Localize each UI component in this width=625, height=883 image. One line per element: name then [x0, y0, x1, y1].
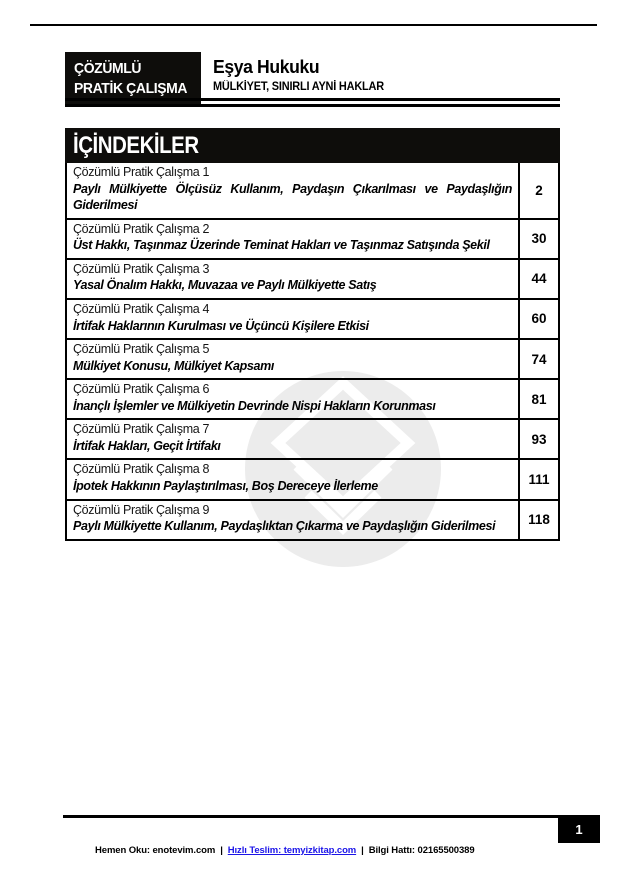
toc-entry-cell	[67, 460, 518, 498]
footer-separator: |	[220, 845, 223, 856]
toc-entry-page-number: 118	[518, 501, 558, 539]
toc-entry-cell	[67, 380, 518, 418]
toc-entry-cell	[67, 340, 518, 378]
toc-entry-label: Çözümlü Pratik Çalışma 6	[73, 382, 210, 397]
toc-row	[67, 420, 558, 460]
toc-entry-page-number: 44	[518, 260, 558, 298]
top-rule	[30, 24, 597, 26]
toc-entry-page-number: 60	[518, 300, 558, 338]
toc-entry-cell	[67, 220, 518, 258]
header-double-rule	[65, 98, 560, 107]
toc-row	[67, 220, 558, 260]
toc-entry-cell	[67, 300, 518, 338]
toc-row	[67, 460, 558, 500]
toc-entry-title: İrtifak Haklarının Kurulması ve Üçüncü Kişilere Etkisi	[73, 318, 369, 333]
toc-row	[67, 163, 558, 220]
footer-phone-info: Bilgi Hattı: 02165500389	[368, 845, 475, 856]
toc-entry-title: Mülkiyet Konusu, Mülkiyet Kapsamı	[73, 358, 274, 373]
table-of-contents	[65, 128, 560, 541]
toc-entry-title: Paylı Mülkiyette Ölçüsüz Kullanım, Paydaşın Çıkarılması ve Paydaşlığın Giderilmesi	[73, 181, 512, 213]
toc-entry-label: Çözümlü Pratik Çalışma 5	[73, 342, 210, 356]
toc-entry-label: Çözümlü Pratik Çalışma 3	[73, 261, 210, 276]
toc-entry-title: Üst Hakkı, Taşınmaz Üzerinde Teminat Hakları ve Taşınmaz Satışında Şekil	[73, 238, 490, 253]
book-subtitle: MÜLKİYET, SINIRLI AYNİ HAKLAR	[213, 81, 384, 93]
toc-row	[67, 501, 558, 539]
toc-entry-label: Çözümlü Pratik Çalışma 8	[73, 462, 210, 477]
footer-separator: |	[361, 845, 364, 856]
toc-entry-label: Çözümlü Pratik Çalışma 1	[73, 165, 210, 179]
toc-entry-page-number: 30	[518, 220, 558, 258]
toc-entry-page-number: 93	[518, 420, 558, 458]
footer-shop-link[interactable]: Hızlı Teslim: temyizkitap.com	[227, 845, 357, 856]
toc-row	[67, 300, 558, 340]
toc-entry-title: İrtifak Hakları, Geçit İrtifakı	[73, 438, 221, 453]
toc-entry-title: İnançlı İşlemler ve Mülkiyetin Devrinde Nispi Hakların Korunması	[73, 398, 436, 413]
book-header	[213, 56, 393, 93]
toc-entry-cell	[67, 163, 518, 218]
toc-heading-bar	[65, 128, 560, 163]
toc-table	[65, 163, 560, 541]
toc-entry-label: Çözümlü Pratik Çalışma 7	[73, 422, 210, 437]
toc-entry-cell	[67, 420, 518, 458]
toc-entry-page-number: 2	[518, 163, 558, 218]
toc-entry-title: Paylı Mülkiyette Kullanım, Paydaşlıktan Çıkarma ve Paydaşlığın Giderilmesi	[73, 519, 496, 534]
toc-entry-title: İpotek Hakkının Paylaştırılması, Boş Dereceye İlerleme	[73, 479, 378, 493]
page-number-box: 1	[558, 815, 600, 843]
toc-entry-label: Çözümlü Pratik Çalışma 4	[73, 301, 210, 316]
series-badge-line1: ÇÖZÜMLÜ	[74, 60, 142, 77]
toc-entry-page-number: 111	[518, 460, 558, 498]
toc-row	[67, 380, 558, 420]
toc-entry-page-number: 81	[518, 380, 558, 418]
toc-entry-page-number: 74	[518, 340, 558, 378]
toc-entry-cell	[67, 260, 518, 298]
footer-read-info: Hemen Oku: enotevim.com	[95, 845, 216, 856]
toc-entry-label: Çözümlü Pratik Çalışma 2	[73, 221, 210, 236]
toc-entry-title: Yasal Önalım Hakkı, Muvazaa ve Paylı Mülkiyette Satış	[73, 278, 377, 293]
book-title: Eşya Hukuku	[213, 56, 320, 77]
toc-entry-label: Çözümlü Pratik Çalışma 9	[73, 502, 210, 517]
toc-row	[67, 260, 558, 300]
toc-heading-label: İÇİNDEKİLER	[73, 131, 199, 159]
toc-entry-cell	[67, 501, 518, 539]
footer-contact-line	[95, 845, 475, 856]
toc-row	[67, 340, 558, 380]
footer-rule	[63, 815, 600, 818]
series-badge-line2: PRATİK ÇALIŞMA	[74, 79, 188, 97]
